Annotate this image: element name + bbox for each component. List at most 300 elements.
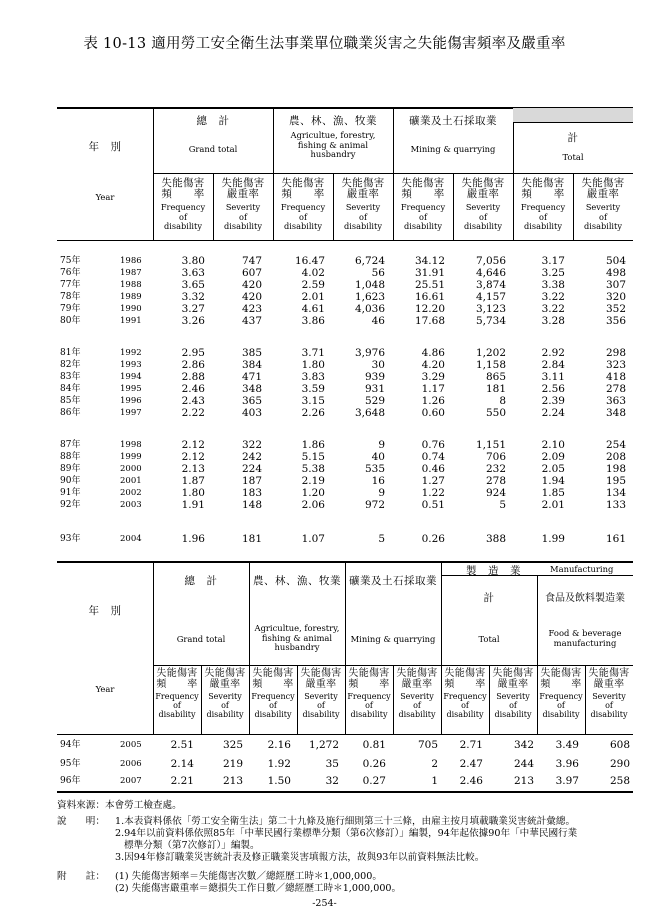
table-cell: 3.26 bbox=[181, 315, 205, 327]
table-cell: 3.96 bbox=[555, 758, 579, 770]
table-cell: 348 bbox=[241, 383, 262, 395]
year-ad: 2001 bbox=[120, 476, 142, 486]
table-cell: 198 bbox=[605, 463, 626, 475]
year-ad: 2007 bbox=[120, 776, 142, 786]
table-cell: 4,036 bbox=[354, 303, 385, 315]
table-cell: 2.56 bbox=[541, 383, 565, 395]
table-cell: 0.26 bbox=[362, 758, 386, 770]
agri-header-en-2: Agricultue, forestry, fishing & animal husbandry bbox=[254, 623, 340, 652]
table-cell: 134 bbox=[605, 487, 626, 499]
table-cell: 705 bbox=[417, 739, 438, 751]
table-cell: 219 bbox=[222, 758, 243, 770]
table-cell: 0.74 bbox=[421, 451, 445, 463]
year-header-en: Year bbox=[95, 192, 115, 203]
table-cell: 5,734 bbox=[475, 315, 506, 327]
mining-header-en-2: Mining & quarrying bbox=[350, 634, 436, 645]
table-cell: 30 bbox=[371, 359, 385, 371]
table-cell: 2.92 bbox=[541, 347, 565, 359]
table-cell: 437 bbox=[241, 315, 262, 327]
table-cell: 290 bbox=[609, 758, 630, 770]
table-cell: 420 bbox=[241, 291, 262, 303]
mining-header-2: 礦業及土石採取業 bbox=[349, 574, 437, 587]
manufacturing-strip bbox=[513, 108, 633, 122]
table-cell: 384 bbox=[241, 359, 262, 371]
table-cell: 224 bbox=[241, 463, 262, 475]
table-cell: 972 bbox=[364, 499, 385, 511]
table-cell: 2.26 bbox=[301, 407, 325, 419]
table-cell: 148 bbox=[241, 499, 262, 511]
severity-header: 失能傷害 嚴重率 Severity of disability bbox=[221, 177, 265, 231]
table-cell: 1.94 bbox=[541, 475, 565, 487]
table-cell: 1.26 bbox=[421, 395, 445, 407]
table-cell: 3,874 bbox=[475, 279, 506, 291]
year-ad: 1997 bbox=[120, 408, 142, 418]
table-cell: 3.29 bbox=[421, 371, 445, 383]
table-cell: 187 bbox=[241, 475, 262, 487]
table-cell: 1.92 bbox=[267, 758, 291, 770]
table-cell: 0.27 bbox=[362, 775, 386, 787]
table-cell: 1.91 bbox=[181, 499, 205, 511]
table-cell: 2.59 bbox=[301, 279, 325, 291]
table-cell: 1.17 bbox=[421, 383, 445, 395]
table-cell: 17.68 bbox=[414, 315, 445, 327]
table-cell: 183 bbox=[241, 487, 262, 499]
manufacturing-header: 製 造 業 bbox=[466, 565, 521, 577]
grand-total-header-2: 總 計 bbox=[184, 574, 218, 587]
table-cell: 4.61 bbox=[301, 303, 325, 315]
table-cell: 242 bbox=[241, 451, 262, 463]
table-cell: 2.43 bbox=[181, 395, 205, 407]
table-cell: 2.14 bbox=[170, 758, 194, 770]
table-cell: 706 bbox=[485, 451, 506, 463]
severity-header: 失能傷害 嚴重率 Severity of disability bbox=[341, 177, 385, 231]
frequency-header: 失能傷害 頻 率 Frequency of disability bbox=[400, 177, 446, 231]
table-cell: 323 bbox=[605, 359, 626, 371]
manufacturing-header-en: Manufacturing bbox=[550, 564, 614, 574]
table-cell: 56 bbox=[371, 267, 385, 279]
table-cell: 5.15 bbox=[301, 451, 325, 463]
table-cell: 342 bbox=[513, 739, 534, 751]
severity-header: 失能傷害 嚴重率 Severity of disability bbox=[300, 668, 342, 719]
table-cell: 471 bbox=[241, 371, 262, 383]
agri-header-en: Agricultue, forestry, fishing & animal husbandry bbox=[290, 130, 376, 159]
table-cell: 4,157 bbox=[475, 291, 506, 303]
table-cell: 3,648 bbox=[354, 407, 385, 419]
severity-header: 失能傷害 嚴重率 Severity of disability bbox=[588, 668, 630, 719]
frequency-header: 失能傷害 頻 率 Frequency of disability bbox=[251, 668, 295, 719]
annot-1: (1) 失能傷害頻率＝失能傷害次數／總經歷工時＊1,000,000。 bbox=[115, 871, 382, 882]
table-cell: 2.84 bbox=[541, 359, 565, 371]
table-cell: 181 bbox=[241, 533, 262, 545]
table-cell: 2.13 bbox=[181, 463, 205, 475]
explain-2a: 2.94年以前資料係依照85年「中華民國行業標準分類（第6次修訂）」編製，94年起依據90年「中華民國行業 bbox=[115, 828, 578, 839]
table-cell: 4,646 bbox=[475, 267, 506, 279]
table-cell: 4.02 bbox=[301, 267, 325, 279]
table-cell: 3,976 bbox=[354, 347, 385, 359]
annot-2: (2) 失能傷害嚴重率＝總損失工作日數／總經歷工時＊1,000,000。 bbox=[115, 883, 402, 894]
table-cell: 1.86 bbox=[301, 439, 325, 451]
table-cell: 504 bbox=[605, 255, 626, 267]
table-row bbox=[0, 408, 649, 420]
table-cell: 16.47 bbox=[294, 255, 325, 267]
total-header-en: Total bbox=[562, 152, 584, 163]
year-roc: 85年 bbox=[60, 396, 81, 406]
year-roc: 83年 bbox=[60, 372, 81, 382]
table-cell: 2 bbox=[431, 758, 438, 770]
table-row bbox=[0, 740, 649, 752]
table-cell: 2.16 bbox=[267, 739, 291, 751]
mining-header: 礦業及土石採取業 bbox=[409, 114, 497, 127]
total-header-2: 計 bbox=[483, 591, 495, 604]
table-cell: 244 bbox=[513, 758, 534, 770]
table-cell: 3.22 bbox=[541, 291, 565, 303]
annot-label: 附 註： bbox=[57, 871, 105, 882]
year-roc: 81年 bbox=[60, 348, 81, 358]
table-row bbox=[0, 500, 649, 512]
year-roc: 91年 bbox=[60, 488, 81, 498]
table-cell: 181 bbox=[485, 383, 506, 395]
table-row bbox=[0, 776, 649, 788]
table-cell: 3.17 bbox=[541, 255, 565, 267]
year-roc: 84年 bbox=[60, 384, 81, 394]
page-number: -254- bbox=[312, 898, 337, 909]
year-ad: 1998 bbox=[120, 440, 142, 450]
table-cell: 385 bbox=[241, 347, 262, 359]
explain-2b: 標準分類（第7次修訂）」編製。 bbox=[124, 840, 260, 851]
table-row bbox=[0, 476, 649, 488]
year-roc: 79年 bbox=[60, 304, 81, 314]
table-row bbox=[0, 488, 649, 500]
year-ad: 1988 bbox=[120, 280, 142, 290]
table-cell: 2.10 bbox=[541, 439, 565, 451]
table-cell: 278 bbox=[605, 383, 626, 395]
year-header-2: 年 別 bbox=[88, 604, 122, 617]
table-cell: 1.50 bbox=[267, 775, 291, 787]
table-row bbox=[0, 452, 649, 464]
year-ad: 2000 bbox=[120, 464, 142, 474]
table-cell: 3.28 bbox=[541, 315, 565, 327]
table-row bbox=[0, 292, 649, 304]
table-cell: 3.25 bbox=[541, 267, 565, 279]
table-cell: 2.09 bbox=[541, 451, 565, 463]
table-cell: 1,158 bbox=[475, 359, 506, 371]
year-roc: 75年 bbox=[60, 256, 81, 266]
year-roc: 89年 bbox=[60, 464, 81, 474]
source-note: 資料來源：本會勞工檢查處。 bbox=[57, 800, 182, 811]
table-cell: 9 bbox=[378, 439, 385, 451]
table-row bbox=[0, 372, 649, 384]
table-cell: 365 bbox=[241, 395, 262, 407]
table-cell: 32 bbox=[325, 775, 339, 787]
year-roc: 93年 bbox=[60, 534, 81, 544]
year-ad: 1991 bbox=[120, 316, 142, 326]
year-ad: 1995 bbox=[120, 384, 142, 394]
frequency-header: 失能傷害 頻 率 Frequency of disability bbox=[520, 177, 566, 231]
frequency-header: 失能傷害 頻 率 Frequency of disability bbox=[539, 668, 583, 719]
year-roc: 77年 bbox=[60, 280, 81, 290]
table-cell: 213 bbox=[513, 775, 534, 787]
table-cell: 40 bbox=[371, 451, 385, 463]
table-row bbox=[0, 304, 649, 316]
table-cell: 2.95 bbox=[181, 347, 205, 359]
agri-header: 農、林、漁、牧業 bbox=[289, 114, 377, 127]
table-cell: 2.01 bbox=[541, 499, 565, 511]
table-cell: 550 bbox=[485, 407, 506, 419]
table-cell: 2.06 bbox=[301, 499, 325, 511]
table-cell: 388 bbox=[485, 533, 506, 545]
table-cell: 1.80 bbox=[181, 487, 205, 499]
grand-total-header-en: Grand total bbox=[188, 144, 238, 155]
severity-header: 失能傷害 嚴重率 Severity of disability bbox=[581, 177, 625, 231]
table-cell: 7,056 bbox=[475, 255, 506, 267]
grand-total-header-en-2: Grand total bbox=[176, 634, 226, 645]
table-cell: 529 bbox=[364, 395, 385, 407]
year-ad: 1986 bbox=[120, 256, 142, 266]
table-cell: 16 bbox=[371, 475, 385, 487]
table-cell: 418 bbox=[605, 371, 626, 383]
table-cell: 2.51 bbox=[170, 739, 194, 751]
year-roc: 90年 bbox=[60, 476, 81, 486]
table-cell: 2.47 bbox=[459, 758, 483, 770]
year-ad: 2003 bbox=[120, 500, 142, 510]
table-cell: 3.27 bbox=[181, 303, 205, 315]
table-cell: 161 bbox=[605, 533, 626, 545]
table-cell: 1.22 bbox=[421, 487, 445, 499]
table-row bbox=[0, 348, 649, 360]
explain-1: 1.本表資料係依「勞工安全衛生法」第二十九條及施行細則第三十三條，由雇主按月填載職業災害統計彙總。 bbox=[115, 816, 576, 827]
table-cell: 348 bbox=[605, 407, 626, 419]
table-cell: 34.12 bbox=[414, 255, 445, 267]
table-cell: 1.27 bbox=[421, 475, 445, 487]
table-cell: 423 bbox=[241, 303, 262, 315]
table-cell: 298 bbox=[605, 347, 626, 359]
table-cell: 2.46 bbox=[181, 383, 205, 395]
table-cell: 307 bbox=[605, 279, 626, 291]
year-roc: 76年 bbox=[60, 268, 81, 278]
table-cell: 2.22 bbox=[181, 407, 205, 419]
table-cell: 0.60 bbox=[421, 407, 445, 419]
year-roc: 88年 bbox=[60, 452, 81, 462]
table-cell: 0.51 bbox=[421, 499, 445, 511]
table-cell: 0.76 bbox=[421, 439, 445, 451]
table-cell: 4.20 bbox=[421, 359, 445, 371]
table-cell: 607 bbox=[241, 267, 262, 279]
table-cell: 278 bbox=[485, 475, 506, 487]
table-row bbox=[0, 256, 649, 268]
frequency-header: 失能傷害 頻 率 Frequency of disability bbox=[160, 177, 206, 231]
year-roc: 86年 bbox=[60, 408, 81, 418]
table-row bbox=[0, 759, 649, 771]
year-roc: 94年 bbox=[60, 740, 81, 750]
table-cell: 3.63 bbox=[181, 267, 205, 279]
mining-header-en: Mining & quarrying bbox=[410, 144, 496, 155]
table-cell: 3.15 bbox=[301, 395, 325, 407]
table-cell: 2.19 bbox=[301, 475, 325, 487]
year-ad: 1994 bbox=[120, 372, 142, 382]
table-cell: 1.20 bbox=[301, 487, 325, 499]
table-cell: 195 bbox=[605, 475, 626, 487]
table-cell: 608 bbox=[609, 739, 630, 751]
table-cell: 35 bbox=[325, 758, 339, 770]
table-cell: 2.46 bbox=[459, 775, 483, 787]
table-cell: 356 bbox=[605, 315, 626, 327]
table-cell: 0.26 bbox=[421, 533, 445, 545]
table-cell: 3.11 bbox=[541, 371, 565, 383]
table-cell: 535 bbox=[364, 463, 385, 475]
grand-total-header: 總 計 bbox=[196, 114, 230, 127]
table-cell: 2.71 bbox=[459, 739, 483, 751]
table-cell: 1 bbox=[431, 775, 438, 787]
table-row bbox=[0, 268, 649, 280]
year-roc: 80年 bbox=[60, 316, 81, 326]
table-cell: 1,272 bbox=[308, 739, 339, 751]
severity-header: 失能傷害 嚴重率 Severity of disability bbox=[461, 177, 505, 231]
table-cell: 865 bbox=[485, 371, 506, 383]
table-cell: 1.07 bbox=[301, 533, 325, 545]
year-ad: 1989 bbox=[120, 292, 142, 302]
table-cell: 3.22 bbox=[541, 303, 565, 315]
table-cell: 3.32 bbox=[181, 291, 205, 303]
year-roc: 87年 bbox=[60, 440, 81, 450]
table-cell: 2.12 bbox=[181, 451, 205, 463]
frequency-header: 失能傷害 頻 率 Frequency of disability bbox=[155, 668, 199, 719]
table-cell: 3.71 bbox=[301, 347, 325, 359]
table-cell: 3.86 bbox=[301, 315, 325, 327]
table-cell: 3.38 bbox=[541, 279, 565, 291]
year-roc: 95年 bbox=[60, 759, 81, 769]
frequency-header: 失能傷害 頻 率 Frequency of disability bbox=[280, 177, 326, 231]
table-cell: 924 bbox=[485, 487, 506, 499]
table-cell: 5 bbox=[378, 533, 385, 545]
table-cell: 232 bbox=[485, 463, 506, 475]
table-cell: 3.49 bbox=[555, 739, 579, 751]
table-cell: 2.21 bbox=[170, 775, 194, 787]
table-cell: 320 bbox=[605, 291, 626, 303]
table-cell: 12.20 bbox=[414, 303, 445, 315]
table-cell: 1,151 bbox=[475, 439, 506, 451]
total-header-en-2: Total bbox=[478, 634, 500, 645]
table-cell: 213 bbox=[222, 775, 243, 787]
table-cell: 322 bbox=[241, 439, 262, 451]
table-cell: 939 bbox=[364, 371, 385, 383]
total-header: 計 bbox=[567, 131, 579, 144]
table-row bbox=[0, 280, 649, 292]
table-row bbox=[0, 464, 649, 476]
table-cell: 352 bbox=[605, 303, 626, 315]
table-cell: 498 bbox=[605, 267, 626, 279]
table-cell: 1,202 bbox=[475, 347, 506, 359]
food-header-en: Food & beverage manufacturing bbox=[548, 628, 622, 648]
year-ad: 1999 bbox=[120, 452, 142, 462]
year-roc: 92年 bbox=[60, 500, 81, 510]
table-cell: 747 bbox=[241, 255, 262, 267]
table-cell: 931 bbox=[364, 383, 385, 395]
severity-header: 失能傷害 嚴重率 Severity of disability bbox=[204, 668, 246, 719]
table-cell: 1.87 bbox=[181, 475, 205, 487]
year-ad: 1992 bbox=[120, 348, 142, 358]
table-cell: 1.85 bbox=[541, 487, 565, 499]
table-cell: 5 bbox=[499, 499, 506, 511]
table-cell: 0.81 bbox=[362, 739, 386, 751]
table-cell: 258 bbox=[609, 775, 630, 787]
year-roc: 96年 bbox=[60, 776, 81, 786]
table-cell: 16.61 bbox=[414, 291, 445, 303]
table-cell: 3.97 bbox=[555, 775, 579, 787]
table-cell: 2.05 bbox=[541, 463, 565, 475]
table-cell: 2.86 bbox=[181, 359, 205, 371]
table-cell: 325 bbox=[222, 739, 243, 751]
table-cell: 0.46 bbox=[421, 463, 445, 475]
year-header-en-2: Year bbox=[95, 684, 115, 695]
table-row bbox=[0, 440, 649, 452]
frequency-header: 失能傷害 頻 率 Frequency of disability bbox=[347, 668, 391, 719]
table-cell: 6,724 bbox=[354, 255, 385, 267]
table-cell: 133 bbox=[605, 499, 626, 511]
frequency-header: 失能傷害 頻 率 Frequency of disability bbox=[443, 668, 487, 719]
table-cell: 25.51 bbox=[414, 279, 445, 291]
table-cell: 208 bbox=[605, 451, 626, 463]
table-cell: 403 bbox=[241, 407, 262, 419]
year-header: 年 別 bbox=[88, 140, 122, 153]
table-cell: 3.59 bbox=[301, 383, 325, 395]
table-cell: 46 bbox=[371, 315, 385, 327]
table-cell: 3.65 bbox=[181, 279, 205, 291]
table-cell: 1.99 bbox=[541, 533, 565, 545]
year-roc: 82年 bbox=[60, 360, 81, 370]
table-cell: 2.39 bbox=[541, 395, 565, 407]
food-header: 食品及飲料製造業 bbox=[545, 592, 625, 604]
table-cell: 31.91 bbox=[414, 267, 445, 279]
table-cell: 9 bbox=[378, 487, 385, 499]
table-cell: 2.12 bbox=[181, 439, 205, 451]
explain-label: 說 明： bbox=[57, 816, 105, 827]
table-cell: 2.88 bbox=[181, 371, 205, 383]
table-cell: 363 bbox=[605, 395, 626, 407]
table-row bbox=[0, 396, 649, 408]
table-cell: 1,048 bbox=[354, 279, 385, 291]
table-row bbox=[0, 316, 649, 328]
table-cell: 2.01 bbox=[301, 291, 325, 303]
page-title: 表 10-13 適用勞工安全衛生法事業單位職業災害之失能傷害頻率及嚴重率 bbox=[83, 36, 566, 52]
year-roc: 78年 bbox=[60, 292, 81, 302]
explain-3: 3.因94年修訂職業災害統計表及修正職業災害填報方法，故與93年以前資料無法比較。 bbox=[115, 852, 485, 863]
table-cell: 254 bbox=[605, 439, 626, 451]
year-ad: 1996 bbox=[120, 396, 142, 406]
table-cell: 1.96 bbox=[181, 533, 205, 545]
year-ad: 1990 bbox=[120, 304, 142, 314]
table-cell: 3.83 bbox=[301, 371, 325, 383]
table-cell: 3,123 bbox=[475, 303, 506, 315]
severity-header: 失能傷害 嚴重率 Severity of disability bbox=[396, 668, 438, 719]
table-row bbox=[0, 384, 649, 396]
table-cell: 1,623 bbox=[354, 291, 385, 303]
agri-header-2: 農、林、漁、牧業 bbox=[253, 574, 341, 587]
year-ad: 2002 bbox=[120, 488, 142, 498]
table-cell: 420 bbox=[241, 279, 262, 291]
table-row bbox=[0, 360, 649, 372]
table-cell: 4.86 bbox=[421, 347, 445, 359]
year-ad: 1987 bbox=[120, 268, 142, 278]
table-cell: 2.24 bbox=[541, 407, 565, 419]
year-ad: 2006 bbox=[120, 759, 142, 769]
table-cell: 3.80 bbox=[181, 255, 205, 267]
table-cell: 5.38 bbox=[301, 463, 325, 475]
year-ad: 2005 bbox=[120, 740, 142, 750]
table-row bbox=[0, 534, 649, 546]
year-ad: 2004 bbox=[120, 534, 142, 544]
year-ad: 1993 bbox=[120, 360, 142, 370]
table-cell: 8 bbox=[499, 395, 506, 407]
